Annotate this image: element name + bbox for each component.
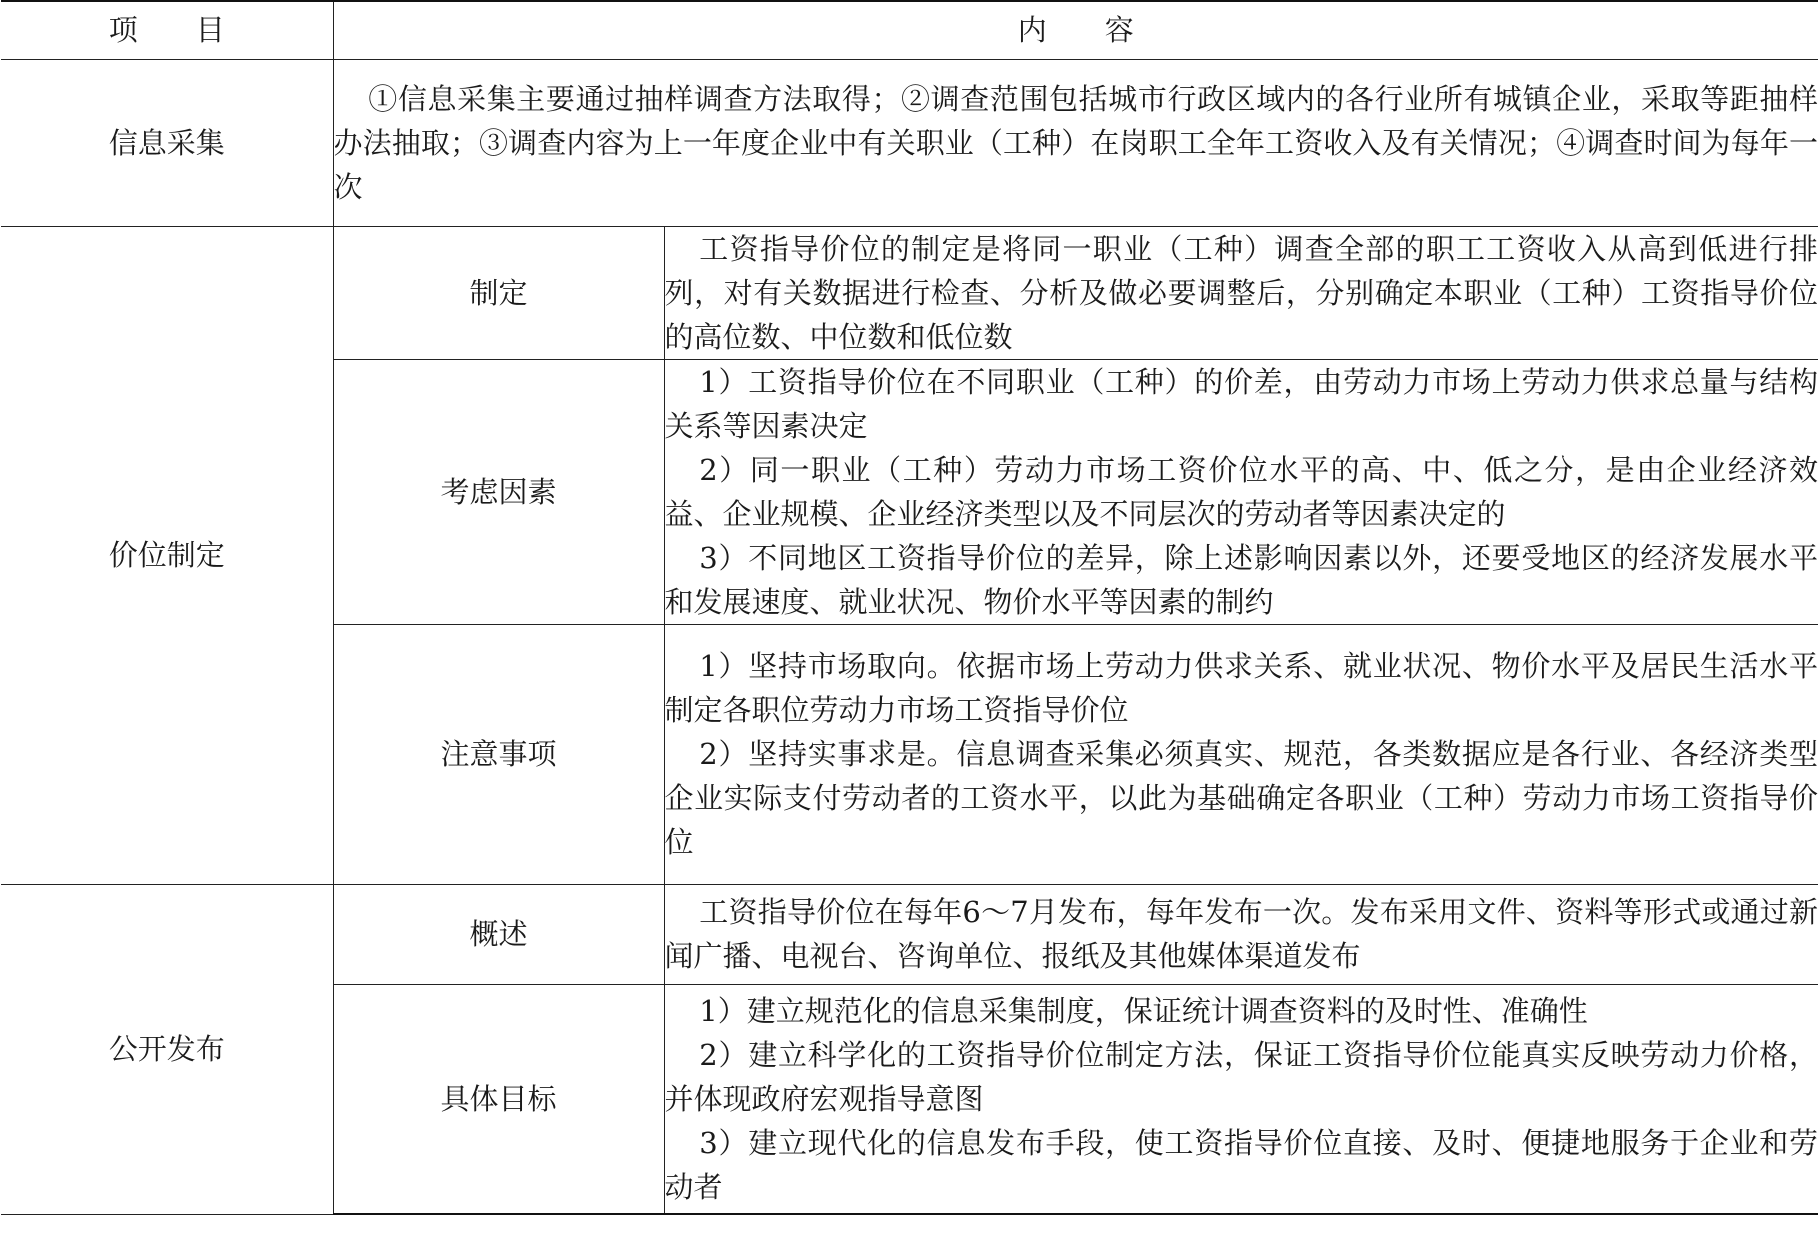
price-setting-define-p1: 工资指导价位的制定是将同一职业（工种）调查全部的职工工资收入从高到低进行排列，对有关数据进行检查、分析及做必要调整后，分别确定本职业（工种）工资指导价位的高位数、中位数和低位数 (664, 231, 1819, 354)
info-collection-label: 信息采集 (1, 59, 333, 226)
header-content: 内 容 (333, 1, 1818, 59)
header-item: 项 目 (1, 1, 333, 59)
price-setting-factors-p1: 1）工资指导价位在不同职业（工种）的价差，由劳动力市场上劳动力供求总量与结构关系等因素决定 (664, 364, 1819, 443)
price-setting-notes-p1: 1）坚持市场取向。依据市场上劳动力供求关系、就业状况、物价水平及居民生活水平制定各职位劳动力市场工资指导价位 (664, 649, 1819, 727)
publication-goals-content (664, 984, 1818, 1214)
publication-overview-content (664, 884, 1818, 984)
price-setting-factors-label: 考虑因素 (333, 359, 664, 624)
price-setting-label: 价位制定 (1, 226, 333, 884)
info-collection-content (333, 59, 1818, 226)
price-setting-define-label: 制定 (333, 226, 664, 359)
publication-goals-p2: 2）建立科学化的工资指导价位制定方法，保证工资指导价位能真实反映劳动力价格，并体现政府宏观指导意图 (664, 1037, 1819, 1116)
publication-overview-label: 概述 (333, 884, 664, 984)
price-setting-factors-content (664, 359, 1818, 624)
info-collection-text: ①信息采集主要通过抽样调查方法取得；②调查范围包括城市行政区域内的各行业所有城镇企业，采取等距抽样办法抽取；③调查内容为上一年度企业中有关职业（工种）在岗职工全年工资收入及有关情况；④调查时间为每年一次 (333, 81, 1819, 204)
publication-label: 公开发布 (1, 884, 333, 1214)
table-row-publication-overview (1, 884, 1818, 984)
header-row (1, 1, 1818, 59)
table-row-info-collection (1, 59, 1818, 226)
publication-goals-p1: 1）建立规范化的信息采集制度，保证统计调查资料的及时性、准确性 (699, 993, 1588, 1028)
wage-guideline-table (1, 0, 1818, 1215)
price-setting-notes-label: 注意事项 (333, 624, 664, 884)
price-setting-factors-p2: 2）同一职业（工种）劳动力市场工资价位水平的高、中、低之分，是由企业经济效益、企业规模、企业经济类型以及不同层次的劳动者等因素决定的 (664, 452, 1819, 531)
table-row-price-setting-define (1, 226, 1818, 359)
publication-goals-p3: 3）建立现代化的信息发布手段，使工资指导价位直接、及时、便捷地服务于企业和劳动者 (664, 1125, 1819, 1204)
price-setting-notes-content (664, 624, 1818, 884)
publication-overview-p1: 工资指导价位在每年6～7月发布，每年发布一次。发布采用文件、资料等形式或通过新闻广播、电视台、咨询单位、报纸及其他媒体渠道发布 (664, 895, 1819, 973)
publication-goals-label: 具体目标 (333, 984, 664, 1214)
price-setting-factors-p3: 3）不同地区工资指导价位的差异，除上述影响因素以外，还要受地区的经济发展水平和发展速度、就业状况、物价水平等因素的制约 (664, 540, 1819, 619)
price-setting-notes-p2: 2）坚持实事求是。信息调查采集必须真实、规范，各类数据应是各行业、各经济类型企业实际支付劳动者的工资水平，以此为基础确定各职业（工种）劳动力市场工资指导价位 (664, 737, 1819, 859)
price-setting-define-content (664, 226, 1818, 359)
